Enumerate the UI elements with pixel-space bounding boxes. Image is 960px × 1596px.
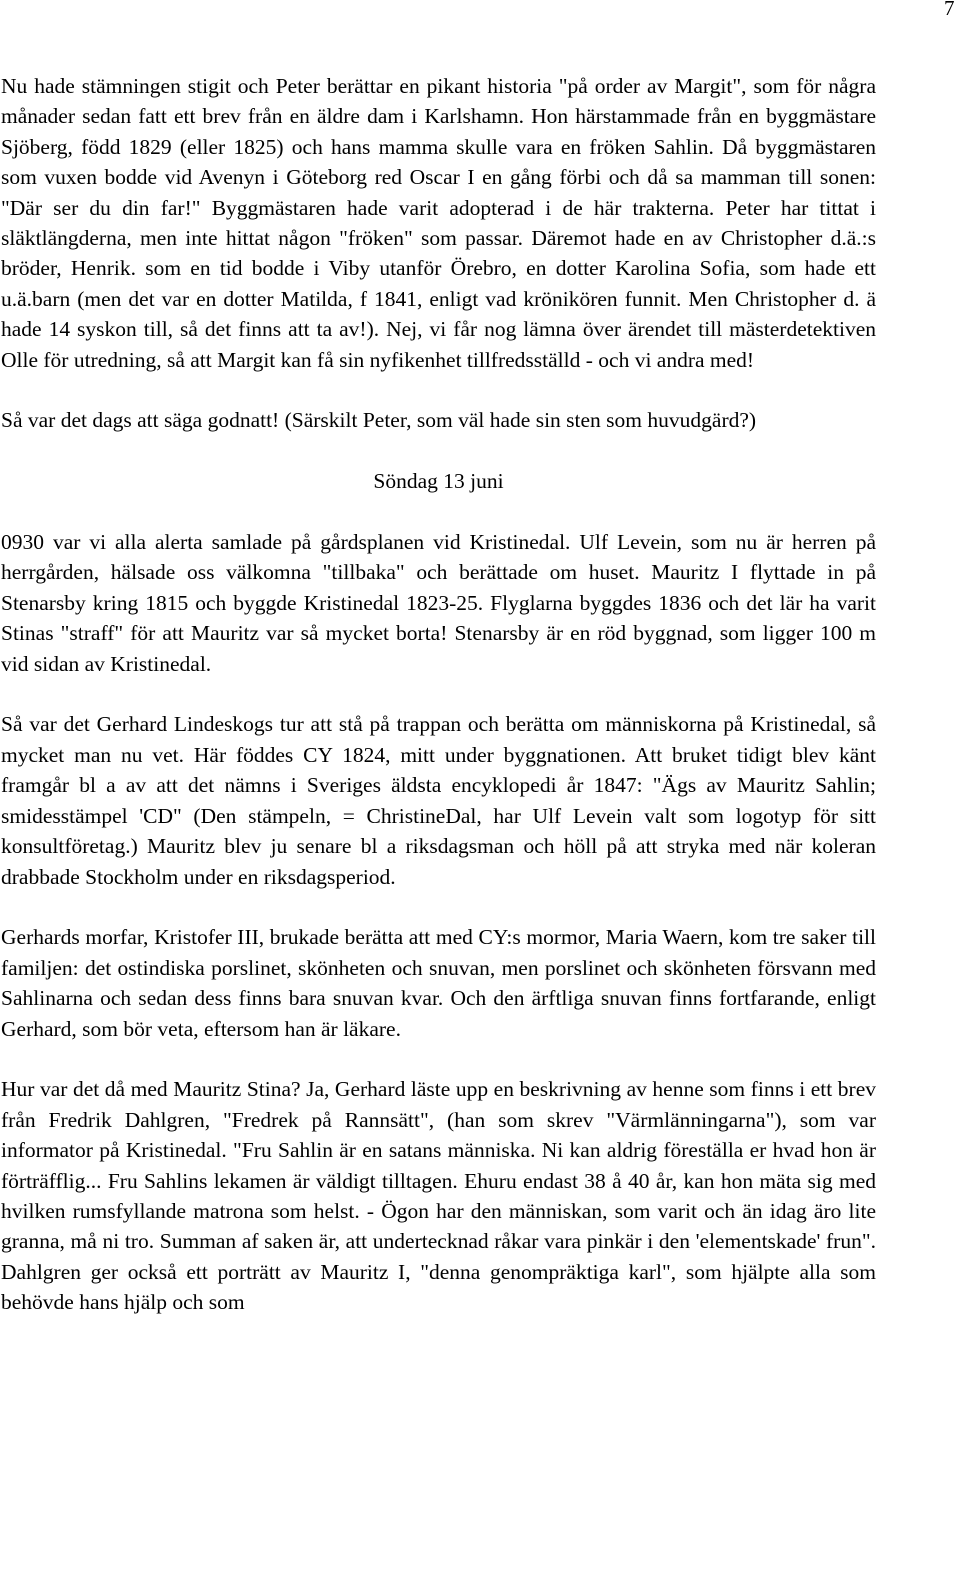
- paragraph-gap: [1, 436, 876, 466]
- paragraph-morfar: Gerhards morfar, Kristofer III, brukade berätta att med CY:s mormor, Maria Waern, kom tre saker till familjen: det ostindiska porslinet, skönheten och snuvan, men porslinet och skönheten försvann med Sahlinarna och sedan dess finns bara snuvan kvar. Och den ärftliga snuvan finns fortfarande, enligt Gerhard, som bör veta, eftersom han är läkare.: [1, 925, 876, 1041]
- paragraph-margit-letter: Nu hade stämningen stigit och Peter berättar en pikant historia "på order av Margit", som för några månader sedan fatt ett brev från en äldre dam i Karlshamn. Hon härstammade från en byggmästare Sjöberg, född 1829 (eller 1825) och hans mamma skulle vara en fröken Sahlin. Då byggmästaren som vuxen bodde vid Avenyn i Göteborg red Oscar I en gång förbi och då sa mamman till sonen: "Där ser du din far!" Byggmästaren hade varit adopterad i de här trakterna. Peter har tittat i släktlängderna, men inte hittat någon "fröken" som passar. Däremot hade en av Christopher d.ä.:s bröder, Henrik. som en tid bodde i Viby utanför Örebro, en dotter Karolina Sofia, som hade ett u.ä.barn (men det var en dotter Matilda, f 1841, enligt vad krönikören funnit. Men Christopher d. ä hade 14 syskon till, så det finns att ta av!). Nej, vi får nog lämna över ärendet till mästerdetektiven Olle för utredning, så att Margit kan få sin nyfikenhet tillfredsställd - och vi andra med!: [1, 74, 876, 372]
- document-body: [1, 71, 876, 1318]
- paragraph-gap: [1, 497, 876, 527]
- paragraph-gap: [1, 892, 876, 922]
- paragraph-kristinedal: 0930 var vi alla alerta samlade på gårdsplanen vid Kristinedal. Ulf Levein, som nu är herren på herrgården, hälsade oss välkomna "tillbaka" och berättade om huset. Mauritz I flyttade in på Stenarsby kring 1815 och byggde Kristinedal 1823-25. Flyglarna byggdes 1836 och det lär ha varit Stinas "straff" för att Mauritz var så mycket borta! Stenarsby är en röd byggnad, som ligger 100 m vid sidan av Kristinedal.: [1, 530, 876, 676]
- page-number: 7: [944, 0, 955, 20]
- paragraph-gap: [1, 375, 876, 405]
- paragraph-stina: Hur var det då med Mauritz Stina? Ja, Gerhard läste upp en beskrivning av henne som finns i ett brev från Fredrik Dahlgren, "Fredrek på Rannsätt", (han som skrev "Värmlänningarna"), som var informator på Kristinedal. "Fru Sahlin är en satans människa. Ni kan aldrig föreställa er hvad hon är förträfflig... Fru Sahlins lekamen är väldigt tilltagen. Ehuru endast 38 å 40 år, kan hon mäta sig med hvilken rumsfyllande matrona som helst. - Ögon har den människan, som varit och än idag äro lite granna, må ni tro. Summan af saken är, att undertecknad råkar vara pinkär i den 'elementskade' frun". Dahlgren ger också ett porträtt av Mauritz I, "denna genompräktiga karl", som hjälpte alla som behövde hans hjälp och som: [1, 1077, 876, 1315]
- paragraph-godnatt: Så var det dags att säga godnatt! (Särskilt Peter, som väl hade sin sten som huvudgärd?): [1, 408, 757, 433]
- section-heading: Söndag 13 juni: [373, 469, 504, 494]
- paragraph-gap: [1, 1044, 876, 1074]
- paragraph-gerhard: Så var det Gerhard Lindeskogs tur att stå på trappan och berätta om människorna på Kristinedal, så mycket man nu vet. Här föddes CY 1824, mitt under byggnationen. Att bruket tidigt blev känt framgår bl a av att det nämns i Sveriges äldsta encyklopedi år 1847: "Ägs av Mauritz Sahlin; smidesstämpel 'CD" (Den stämpeln, = ChristineDal, har Ulf Levein valt som logotyp för sitt konsultföretag.) Mauritz blev ju senare bl a riksdagsman och höll på att stryka med när koleran drabbade Stockholm under en riksdagsperiod.: [1, 712, 876, 889]
- paragraph-gap: [1, 679, 876, 709]
